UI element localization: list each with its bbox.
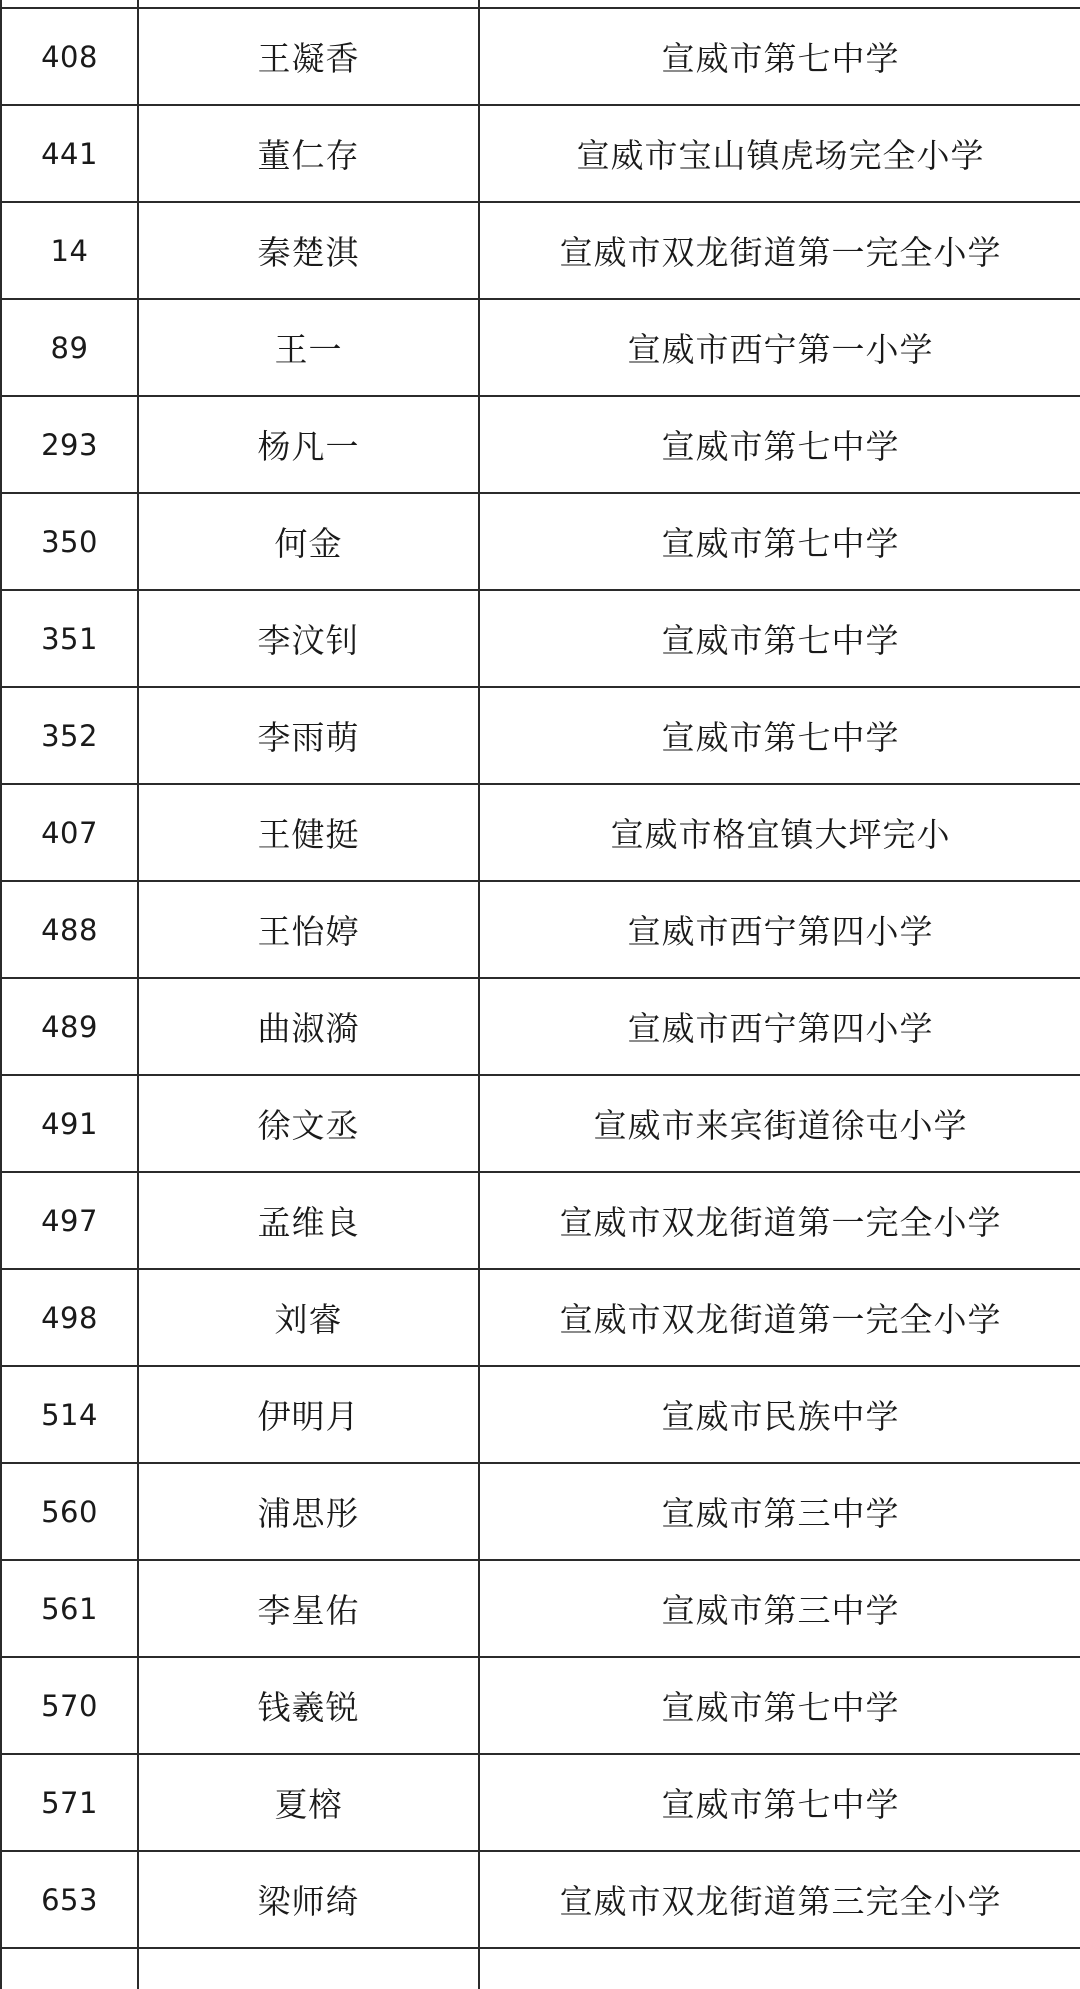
student-name-cell: 秦楚淇 <box>138 202 479 299</box>
table-row <box>1 1269 1080 1366</box>
row-number-cell: 491 <box>1 1075 138 1172</box>
row-number-cell: 293 <box>1 396 138 493</box>
row-number-cell: 351 <box>1 590 138 687</box>
table-row <box>1 1463 1080 1560</box>
row-number-cell: 488 <box>1 881 138 978</box>
table-row <box>1 493 1080 590</box>
row-number-cell: 352 <box>1 687 138 784</box>
table-row <box>1 396 1080 493</box>
table-row <box>1 202 1080 299</box>
row-number-cell: 408 <box>1 8 138 105</box>
student-name-cell: 王怡婷 <box>138 881 479 978</box>
school-name-cell: 宣威市西宁第一小学 <box>479 299 1080 396</box>
roster-table-body <box>1 0 1080 1989</box>
school-name-cell: 宣威市来宾街道徐屯小学 <box>479 1075 1080 1172</box>
table-row <box>1 1560 1080 1657</box>
table-row <box>1 1366 1080 1463</box>
school-name-cell: 宣威市西宁第四小学 <box>479 978 1080 1075</box>
row-number-cell: 571 <box>1 1754 138 1851</box>
school-name-cell: 宣威市第三中学 <box>479 1560 1080 1657</box>
row-number-cell: 441 <box>1 105 138 202</box>
student-name-cell <box>138 1948 479 1989</box>
row-number-cell <box>1 0 138 8</box>
row-number-cell: 350 <box>1 493 138 590</box>
student-name-cell: 王健挺 <box>138 784 479 881</box>
student-name-cell: 刘睿 <box>138 1269 479 1366</box>
table-row <box>1 784 1080 881</box>
school-name-cell: 宣威市第七中学 <box>479 590 1080 687</box>
table-row <box>1 1657 1080 1754</box>
student-name-cell: 梁师绮 <box>138 1851 479 1948</box>
table-row <box>1 0 1080 8</box>
student-name-cell: 李汶钊 <box>138 590 479 687</box>
table-row <box>1 8 1080 105</box>
table-row <box>1 105 1080 202</box>
student-name-cell: 李雨萌 <box>138 687 479 784</box>
student-name-cell: 李星佑 <box>138 1560 479 1657</box>
student-name-cell: 钱羲锐 <box>138 1657 479 1754</box>
school-name-cell: 宣威市西宁第四小学 <box>479 881 1080 978</box>
school-name-cell <box>479 1948 1080 1989</box>
student-name-cell: 伊明月 <box>138 1366 479 1463</box>
row-number-cell: 14 <box>1 202 138 299</box>
student-name-cell: 王一 <box>138 299 479 396</box>
school-name-cell: 宣威市第七中学 <box>479 493 1080 590</box>
school-name-cell: 宣威市第七中学 <box>479 396 1080 493</box>
table-row <box>1 881 1080 978</box>
school-name-cell: 宣威市双龙街道第一完全小学 <box>479 1269 1080 1366</box>
student-name-cell: 董仁存 <box>138 105 479 202</box>
row-number-cell: 89 <box>1 299 138 396</box>
table-row <box>1 1754 1080 1851</box>
row-number-cell: 560 <box>1 1463 138 1560</box>
row-number-cell: 489 <box>1 978 138 1075</box>
row-number-cell: 498 <box>1 1269 138 1366</box>
student-name-cell <box>138 0 479 8</box>
table-row <box>1 978 1080 1075</box>
table-row <box>1 590 1080 687</box>
school-name-cell: 宣威市双龙街道第一完全小学 <box>479 202 1080 299</box>
school-name-cell: 宣威市民族中学 <box>479 1366 1080 1463</box>
school-name-cell <box>479 0 1080 8</box>
row-number-cell: 653 <box>1 1851 138 1948</box>
table-row <box>1 1948 1080 1989</box>
student-name-cell: 浦思彤 <box>138 1463 479 1560</box>
row-number-cell: 561 <box>1 1560 138 1657</box>
school-name-cell: 宣威市第三中学 <box>479 1463 1080 1560</box>
school-name-cell: 宣威市双龙街道第一完全小学 <box>479 1172 1080 1269</box>
student-name-cell: 杨凡一 <box>138 396 479 493</box>
school-name-cell: 宣威市双龙街道第三完全小学 <box>479 1851 1080 1948</box>
school-name-cell: 宣威市第七中学 <box>479 1754 1080 1851</box>
school-name-cell: 宣威市第七中学 <box>479 687 1080 784</box>
row-number-cell: 570 <box>1 1657 138 1754</box>
student-name-cell: 孟维良 <box>138 1172 479 1269</box>
student-name-cell: 王凝香 <box>138 8 479 105</box>
table-row <box>1 1075 1080 1172</box>
school-name-cell: 宣威市格宜镇大坪完小 <box>479 784 1080 881</box>
row-number-cell: 407 <box>1 784 138 881</box>
school-name-cell: 宣威市第七中学 <box>479 8 1080 105</box>
row-number-cell: 514 <box>1 1366 138 1463</box>
school-name-cell: 宣威市宝山镇虎场完全小学 <box>479 105 1080 202</box>
row-number-cell: 497 <box>1 1172 138 1269</box>
student-name-cell: 何金 <box>138 493 479 590</box>
student-name-cell: 徐文丞 <box>138 1075 479 1172</box>
school-name-cell: 宣威市第七中学 <box>479 1657 1080 1754</box>
table-row <box>1 299 1080 396</box>
table-row <box>1 1172 1080 1269</box>
student-name-cell: 曲淑漪 <box>138 978 479 1075</box>
row-number-cell <box>1 1948 138 1989</box>
student-name-cell: 夏榕 <box>138 1754 479 1851</box>
table-row <box>1 1851 1080 1948</box>
table-row <box>1 687 1080 784</box>
